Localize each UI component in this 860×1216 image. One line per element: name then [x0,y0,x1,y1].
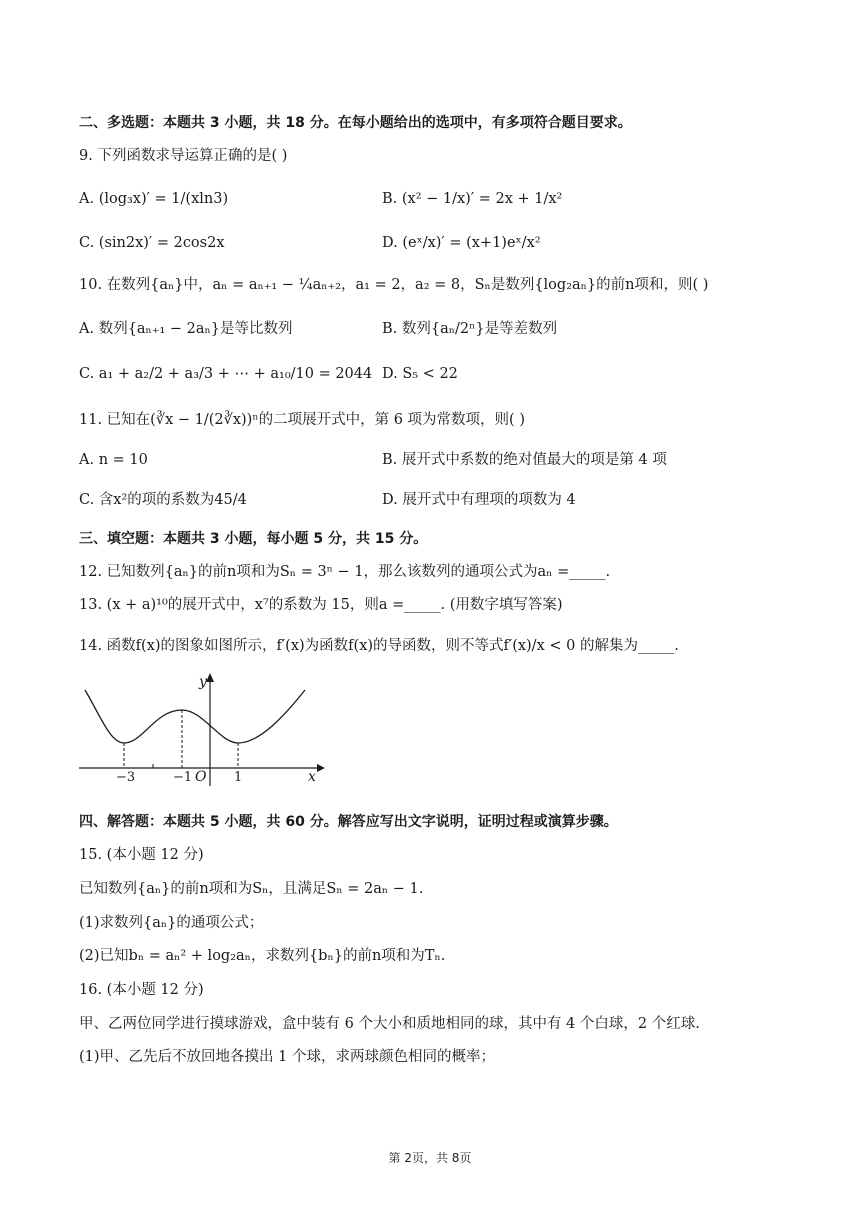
function-curve [85,690,305,743]
question-11-stem: 11. 已知在(∛x − 1/(2∛x))ⁿ的二项展开式中，第 6 项为常数项，则( ) [79,412,525,428]
q10-option-a: A. 数列{aₙ₊₁ − 2aₙ}是等比数列 [79,321,293,337]
x-axis-label: x [308,769,316,785]
y-axis-label: y [199,674,207,690]
question-9-stem: 9. 下列函数求导运算正确的是( ) [79,148,288,164]
question-16-part-1: (1)甲、乙先后不放回地各摸出 1 个球，求两球颜色相同的概率； [79,1049,495,1065]
question-10-stem: 10. 在数列{aₙ}中，aₙ = aₙ₊₁ − ¼aₙ₊₂，a₁ = 2，a₂ = 8，Sₙ是数列{log₂aₙ}的前n项和，则( ) [79,277,709,293]
page-footer: 第 2页，共 8页 [388,1151,472,1165]
question-15-part-1: (1)求数列{aₙ}的通项公式； [79,915,264,931]
question-13: 13. (x + a)¹⁰的展开式中，x⁷的系数为 15，则a =_____. (用数字填写答案) [79,597,563,613]
question-15-stem: 已知数列{aₙ}的前n项和为Sₙ，且满足Sₙ = 2aₙ − 1. [79,881,424,897]
section-2-header: 二、多选题：本题共 3 小题，共 18 分。在每小题给出的选项中，有多项符合题目要求。 [79,115,632,131]
question-16-stem: 甲、乙两位同学进行摸球游戏，盒中装有 6 个大小和质地相同的球，其中有 4 个白球，2 个红球. [79,1016,700,1032]
section-3-header: 三、填空题：本题共 3 小题，每小题 5 分，共 15 分。 [79,531,428,547]
function-graph [75,670,335,790]
x-axis-arrow [317,764,325,772]
q10-option-b: B. 数列{aₙ/2ⁿ}是等差数列 [382,321,558,337]
q10-option-d: D. S₅ < 22 [382,366,458,382]
question-16-title: 16. (本小题 12 分) [79,982,204,998]
q9-option-d: D. (eˣ/x)′ = (x+1)eˣ/x² [382,235,541,251]
y-axis-arrow [206,673,214,682]
origin-label: O [195,769,207,785]
q11-option-c: C. 含x²的项的系数为45/4 [79,492,247,508]
q11-option-d: D. 展开式中有理项的项数为 4 [382,492,576,508]
question-15-title: 15. (本小题 12 分) [79,847,204,863]
section-4-header: 四、解答题：本题共 5 小题，共 60 分。解答应写出文字说明，证明过程或演算步骤。 [79,814,618,830]
q9-option-c: C. (sin2x)′ = 2cos2x [79,235,225,251]
question-12: 12. 已知数列{aₙ}的前n项和为Sₙ = 3ⁿ − 1，那么该数列的通项公式为aₙ =_____. [79,564,611,580]
q10-option-c: C. a₁ + a₂/2 + a₃/3 + ⋯ + a₁₀/10 = 2044 [79,366,373,382]
tick-label-neg1: −1 [173,770,193,785]
tick-label-neg3: −3 [116,770,136,785]
question-15-part-2: (2)已知bₙ = aₙ² + log₂aₙ，求数列{bₙ}的前n项和为Tₙ. [79,948,446,964]
q11-option-a: A. n = 10 [79,452,148,468]
q9-option-a: A. (log₃x)′ = 1/(xln3) [79,191,229,207]
q9-option-b: B. (x² − 1/x)′ = 2x + 1/x² [382,191,563,207]
q11-option-b: B. 展开式中系数的绝对值最大的项是第 4 项 [382,452,667,468]
tick-label-1: 1 [234,770,243,785]
question-14: 14. 函数f(x)的图象如图所示，f′(x)为函数f(x)的导函数，则不等式f′(x)/x < 0 的解集为_____. [79,638,679,654]
